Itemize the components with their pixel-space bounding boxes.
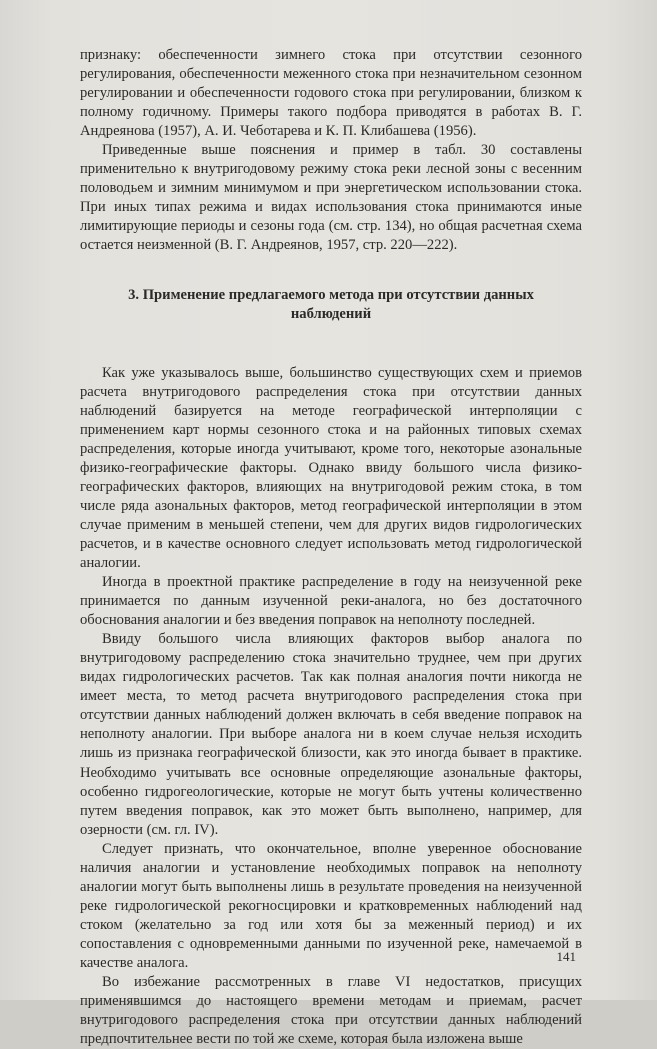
- paragraph: Как уже указывалось выше, большинство существующих схем и приемов расчета внутригодового распределения стока при отсутствии данных наблюдений базируется на методе географической интерполяции с применением карт нормы сезонного стока и на районных типовых схемах распределения, которые иногда учитывают, кроме того, некоторые азональные физико-географические факторы. Однако ввиду большого числа физико-географических факторов, влияющих на внутригодовой режим стока, в том числе ряда азональных факторов, метод географической интерполяции в этом случае применим в меньшей степени, чем для других видов гидрологических расчетов, и в качестве основного следует использовать метод гидрологической аналогии.: [80, 364, 582, 571]
- page-text: [80, 46, 582, 1049]
- paragraph: Следует признать, что окончательное, вполне уверенное обоснование наличия аналогии и установление необходимых поправок на неполноту аналогии могут быть выполнены лишь в результате проведения на неизученной реке гидрологической рекогносцировки и кратковременных наблюдений над стоком (желательно за год или хотя бы за меженный период) и их сопоставления с одновременными данными по изученной реке, намечаемой в качестве аналога.: [80, 840, 582, 971]
- paragraph-continued: признаку: обеспеченности зимнего стока при отсутствии сезонного регулирования, обеспеченности меженного стока при незначительном сезонном регулировании и обеспеченности годового стока при регулировании, близком к полному годичному. Примеры такого подбора приводятся в работах В. Г. Андреянова (1957), А. И. Чеботарева и К. П. Клибашева (1956).: [80, 47, 582, 140]
- paragraph: Во избежание рассмотренных в главе VI недостатков, присущих применявшимся до настоящего времени методам и приемам, расчет внутригодового распределения стока при отсутствии данных наблюдений предпочтительнее вести по той же схеме, которая была изложена выше: [80, 974, 582, 1048]
- section-heading: 3. Применение предлагаемого метода при отсутствии данных наблюдений: [128, 286, 534, 322]
- paragraph: Приведенные выше пояснения и пример в табл. 30 составлены применительно к внутригодовому режиму стока реки лесной зоны с весенним половодьем и зимним минимумом и при энергетическом использовании стока. При иных типах режима и видах использования стока принимаются иные лимитирующие периоды и сезоны года (см. стр. 134), но общая расчетная схема остается неизменной (В. Г. Андреянов, 1957, стр. 220—222).: [80, 142, 582, 254]
- paragraph: Ввиду большого числа влияющих факторов выбор аналога по внутригодовому распределению стока значительно труднее, чем при других видах гидрологических расчетов. Так как полная аналогия почти никогда не имеет места, то метод расчета внутригодового распределения стока при отсутствии данных наблюдений должен включать в себя введение поправок на неполноту аналогии. При выборе аналога ни в коем случае нельзя исходить лишь из признака географической близости, как это иногда бывает в практике. Необходимо учитывать все основные определяющие азональные факторы, особенно гидрогеологические, которые не могут быть учтены количественно путем введения поправок, как это может быть выполнено, например, для озерности (см. гл. IV).: [80, 631, 582, 838]
- paragraph: Иногда в проектной практике распределение в году на неизученной реке принимается по данным изученной реки-аналога, но без достаточного обоснования аналогии и без введения поправок на неполноту последней.: [80, 574, 582, 629]
- page-number: 141: [556, 949, 576, 964]
